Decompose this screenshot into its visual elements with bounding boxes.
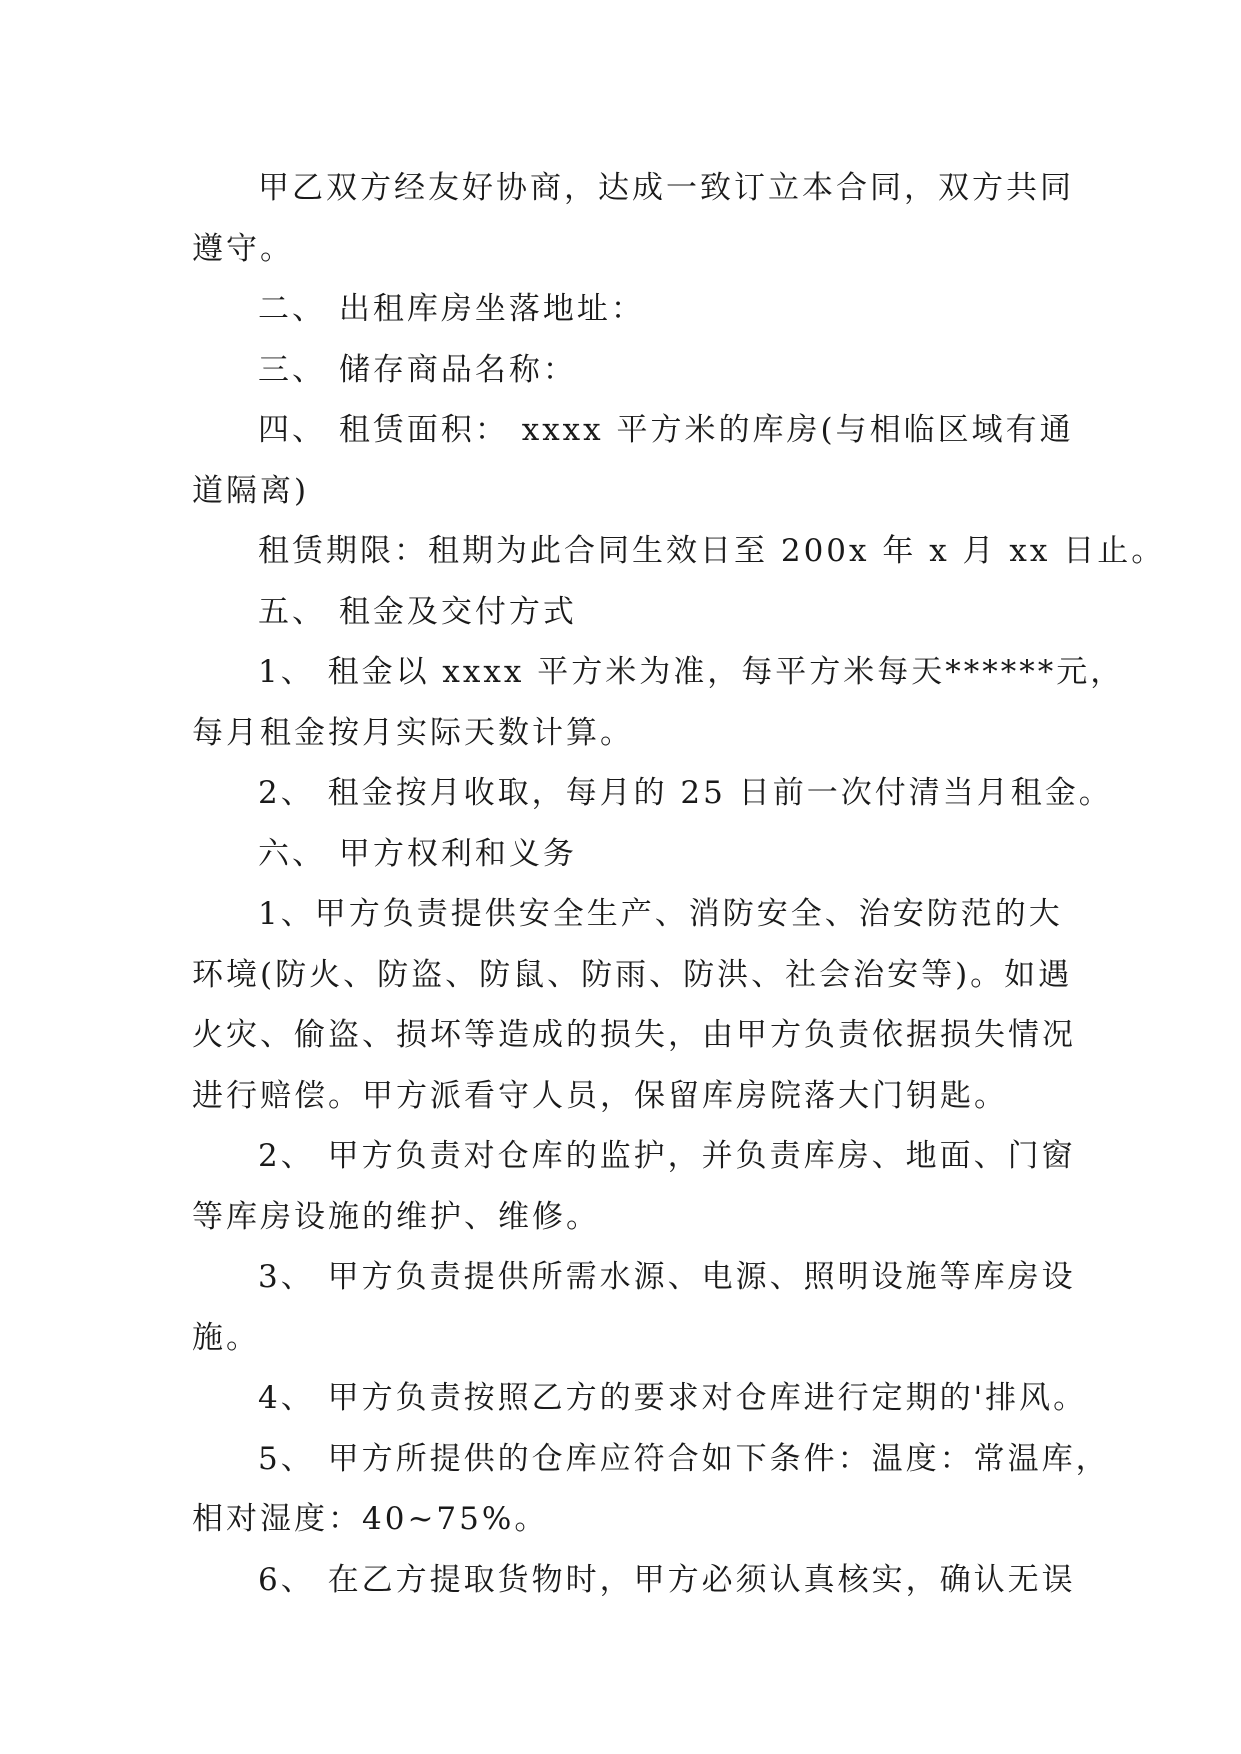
paragraph-partya-2: [192, 1126, 1076, 1247]
paragraph-rent-2: [192, 763, 1113, 824]
paragraph-agreement: [192, 158, 1072, 279]
paragraph-partya-5: [192, 1429, 1110, 1550]
text-line: 1、甲方负责提供安全生产、消防安全、治安防范的大: [258, 896, 1063, 932]
text-line: 相对湿度：40~75%。: [192, 1501, 549, 1537]
text-line: 甲乙双方经友好协商，达成一致订立本合同，双方共同: [258, 170, 1074, 206]
text-line: 1、 租金以 xxxx 平方米为准，每平方米每天******元，: [258, 654, 1125, 690]
text-line: 火灾、偷盗、损坏等造成的损失，由甲方负责依据损失情况: [192, 1017, 1076, 1053]
text-line: 遵守。: [192, 230, 294, 267]
text-line: 2、 甲方负责对仓库的监护，并负责库房、地面、门窗: [258, 1138, 1076, 1174]
paragraph-term: [192, 521, 1166, 582]
text-line: 施。: [192, 1319, 260, 1356]
text-line: 道隔离): [192, 472, 310, 509]
text-line: 2、 租金按月收取，每月的 25 日前一次付清当月租金。: [258, 775, 1113, 811]
text-line: 五、 租金及交付方式: [258, 593, 577, 630]
text-line: 等库房设施的维护、维修。: [192, 1198, 600, 1235]
text-line: 6、 在乙方提取货物时，甲方必须认真核实，确认无误: [258, 1561, 1076, 1598]
document-page: [192, 158, 1166, 1610]
text-line: 4、 甲方负责按照乙方的要求对仓库进行定期的'排风。: [258, 1380, 1088, 1416]
text-line: 3、 甲方负责提供所需水源、电源、照明设施等库房设: [258, 1259, 1076, 1295]
text-line: 二、 出租库房坐落地址：: [258, 291, 645, 327]
paragraph-partya-4: [192, 1368, 1088, 1429]
text-line: 每月租金按月实际天数计算。: [192, 714, 634, 751]
paragraph-partya-3: [192, 1247, 1076, 1368]
paragraph-partya-heading: [192, 824, 1072, 885]
text-line: 租赁期限：租期为此合同生效日至 200x 年 x 月 xx 日止。: [258, 533, 1166, 569]
paragraph-location: [192, 279, 1072, 340]
paragraph-area: [192, 400, 1072, 521]
text-line: 三、 储存商品名称：: [258, 351, 577, 388]
paragraph-goods: [192, 340, 1072, 401]
paragraph-rent-1: [192, 642, 1125, 763]
text-line: 六、 甲方权利和义务: [258, 835, 577, 872]
text-line: 进行赔偿。甲方派看守人员，保留库房院落大门钥匙。: [192, 1077, 1008, 1114]
text-line: 5、 甲方所提供的仓库应符合如下条件：温度：常温库，: [258, 1440, 1110, 1477]
text-line: 四、 租赁面积： xxxx 平方米的库房(与相临区域有通: [258, 412, 1074, 448]
paragraph-partya-6: [192, 1550, 1076, 1611]
paragraph-rent-heading: [192, 582, 1072, 643]
text-line: 环境(防火、防盗、防鼠、防雨、防洪、社会治安等)。如遇: [192, 956, 1073, 993]
paragraph-partya-1: [192, 884, 1076, 1126]
